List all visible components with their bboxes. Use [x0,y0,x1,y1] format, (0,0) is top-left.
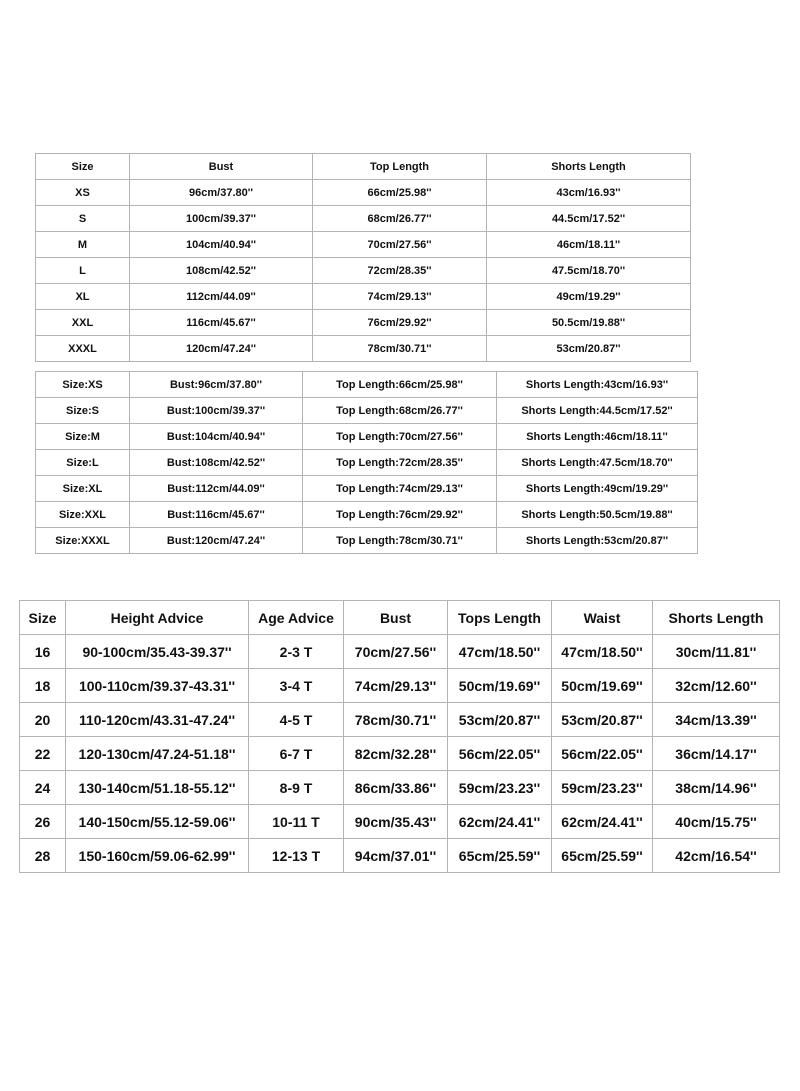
table-cell: 72cm/28.35'' [313,258,487,284]
table-cell: 36cm/14.17'' [653,737,780,771]
table-header-row [20,601,780,635]
size-chart-table-1 [35,153,691,362]
table-cell: XXXL [36,336,130,362]
header-cell: Shorts Length [487,154,691,180]
table-cell: Bust:104cm/40.94'' [130,424,303,450]
table-row [36,258,691,284]
table-cell: 18 [20,669,66,703]
table-cell: 32cm/12.60'' [653,669,780,703]
table-cell: Shorts Length:53cm/20.87'' [497,528,698,554]
table-cell: 43cm/16.93'' [487,180,691,206]
table-cell: 150-160cm/59.06-62.99'' [66,839,249,873]
table-cell: Top Length:76cm/29.92'' [303,502,497,528]
table-cell: XL [36,284,130,310]
table-cell: Top Length:78cm/30.71'' [303,528,497,554]
table-cell: 110-120cm/43.31-47.24'' [66,703,249,737]
table-cell: XS [36,180,130,206]
size-chart-table-3 [19,600,780,873]
table-row [20,771,780,805]
header-cell: Age Advice [249,601,344,635]
table-cell: 22 [20,737,66,771]
table-cell: 62cm/24.41'' [552,805,653,839]
table-cell: Size:XS [36,372,130,398]
table-cell: 130-140cm/51.18-55.12'' [66,771,249,805]
table-cell: 140-150cm/55.12-59.06'' [66,805,249,839]
table-cell: Bust:116cm/45.67'' [130,502,303,528]
table-cell: 20 [20,703,66,737]
table-row [20,805,780,839]
table-cell: Size:XL [36,476,130,502]
table-cell: 70cm/27.56'' [344,635,448,669]
table-row [36,336,691,362]
table-cell: 82cm/32.28'' [344,737,448,771]
table-cell: L [36,258,130,284]
table-cell: Size:S [36,398,130,424]
table-cell: Top Length:70cm/27.56'' [303,424,497,450]
table-cell: 16 [20,635,66,669]
table-cell: 50cm/19.69'' [448,669,552,703]
table-cell: 28 [20,839,66,873]
table-cell: 53cm/20.87'' [487,336,691,362]
table-cell: 70cm/27.56'' [313,232,487,258]
table-row [36,424,698,450]
table-row [20,703,780,737]
table-cell: 47cm/18.50'' [552,635,653,669]
table-cell: Top Length:74cm/29.13'' [303,476,497,502]
table-row [36,528,698,554]
table-cell: Shorts Length:46cm/18.11'' [497,424,698,450]
table-cell: 100-110cm/39.37-43.31'' [66,669,249,703]
table-row [36,398,698,424]
table-row [36,284,691,310]
table-cell: Size:XXXL [36,528,130,554]
table-cell: 86cm/33.86'' [344,771,448,805]
table-header-row [36,154,691,180]
table-cell: 53cm/20.87'' [552,703,653,737]
table-cell: 8-9 T [249,771,344,805]
table-cell: 59cm/23.23'' [448,771,552,805]
table-cell: 50.5cm/19.88'' [487,310,691,336]
table-cell: 120cm/47.24'' [130,336,313,362]
table-cell: 6-7 T [249,737,344,771]
table-cell: 108cm/42.52'' [130,258,313,284]
table-cell: 10-11 T [249,805,344,839]
table-cell: 46cm/18.11'' [487,232,691,258]
table-cell: 120-130cm/47.24-51.18'' [66,737,249,771]
table-row [36,372,698,398]
table-cell: M [36,232,130,258]
table-cell: 47.5cm/18.70'' [487,258,691,284]
table-cell: 56cm/22.05'' [448,737,552,771]
header-cell: Top Length [313,154,487,180]
table-cell: 38cm/14.96'' [653,771,780,805]
table-cell: 3-4 T [249,669,344,703]
table-row [20,669,780,703]
table-cell: 40cm/15.75'' [653,805,780,839]
table-cell: Bust:112cm/44.09'' [130,476,303,502]
table-cell: Bust:108cm/42.52'' [130,450,303,476]
table-cell: 90cm/35.43'' [344,805,448,839]
table-cell: 74cm/29.13'' [313,284,487,310]
table-row [36,180,691,206]
table-row [36,450,698,476]
table-cell: 56cm/22.05'' [552,737,653,771]
header-cell: Tops Length [448,601,552,635]
table-cell: XXL [36,310,130,336]
table-cell: 2-3 T [249,635,344,669]
table-cell: Shorts Length:49cm/19.29'' [497,476,698,502]
table-cell: Bust:120cm/47.24'' [130,528,303,554]
table-cell: 116cm/45.67'' [130,310,313,336]
table-cell: S [36,206,130,232]
table-cell: Size:M [36,424,130,450]
table-cell: 78cm/30.71'' [344,703,448,737]
table-cell: 76cm/29.92'' [313,310,487,336]
table-row [36,310,691,336]
table-row [20,635,780,669]
size-chart-table-2 [35,371,698,554]
table-cell: 47cm/18.50'' [448,635,552,669]
table-cell: 42cm/16.54'' [653,839,780,873]
table-cell: Bust:96cm/37.80'' [130,372,303,398]
table-cell: 50cm/19.69'' [552,669,653,703]
table-cell: 112cm/44.09'' [130,284,313,310]
header-cell: Shorts Length [653,601,780,635]
table-row [20,737,780,771]
table-cell: Size:L [36,450,130,476]
table-cell: 59cm/23.23'' [552,771,653,805]
table-cell: Top Length:68cm/26.77'' [303,398,497,424]
header-cell: Size [20,601,66,635]
table-cell: 66cm/25.98'' [313,180,487,206]
table-cell: Shorts Length:44.5cm/17.52'' [497,398,698,424]
table-cell: 74cm/29.13'' [344,669,448,703]
table-cell: 49cm/19.29'' [487,284,691,310]
table-cell: 53cm/20.87'' [448,703,552,737]
table-cell: Shorts Length:47.5cm/18.70'' [497,450,698,476]
table-cell: Bust:100cm/39.37'' [130,398,303,424]
table-cell: Top Length:66cm/25.98'' [303,372,497,398]
table-cell: Size:XXL [36,502,130,528]
table-row [36,502,698,528]
table-row [20,839,780,873]
header-cell: Waist [552,601,653,635]
header-cell: Size [36,154,130,180]
table-cell: 100cm/39.37'' [130,206,313,232]
table-cell: 65cm/25.59'' [448,839,552,873]
table-cell: 94cm/37.01'' [344,839,448,873]
table-cell: 90-100cm/35.43-39.37'' [66,635,249,669]
table-cell: 62cm/24.41'' [448,805,552,839]
table-cell: 26 [20,805,66,839]
table-cell: 96cm/37.80'' [130,180,313,206]
table-cell: 68cm/26.77'' [313,206,487,232]
table-row [36,232,691,258]
table-row [36,206,691,232]
table-cell: Shorts Length:50.5cm/19.88'' [497,502,698,528]
table-cell: 24 [20,771,66,805]
table-cell: 12-13 T [249,839,344,873]
table-cell: 104cm/40.94'' [130,232,313,258]
table-cell: 34cm/13.39'' [653,703,780,737]
table-cell: Top Length:72cm/28.35'' [303,450,497,476]
table-cell: 4-5 T [249,703,344,737]
header-cell: Bust [130,154,313,180]
table-cell: 65cm/25.59'' [552,839,653,873]
table-cell: 30cm/11.81'' [653,635,780,669]
header-cell: Bust [344,601,448,635]
table-cell: 78cm/30.71'' [313,336,487,362]
table-row [36,476,698,502]
table-cell: 44.5cm/17.52'' [487,206,691,232]
table-cell: Shorts Length:43cm/16.93'' [497,372,698,398]
header-cell: Height Advice [66,601,249,635]
